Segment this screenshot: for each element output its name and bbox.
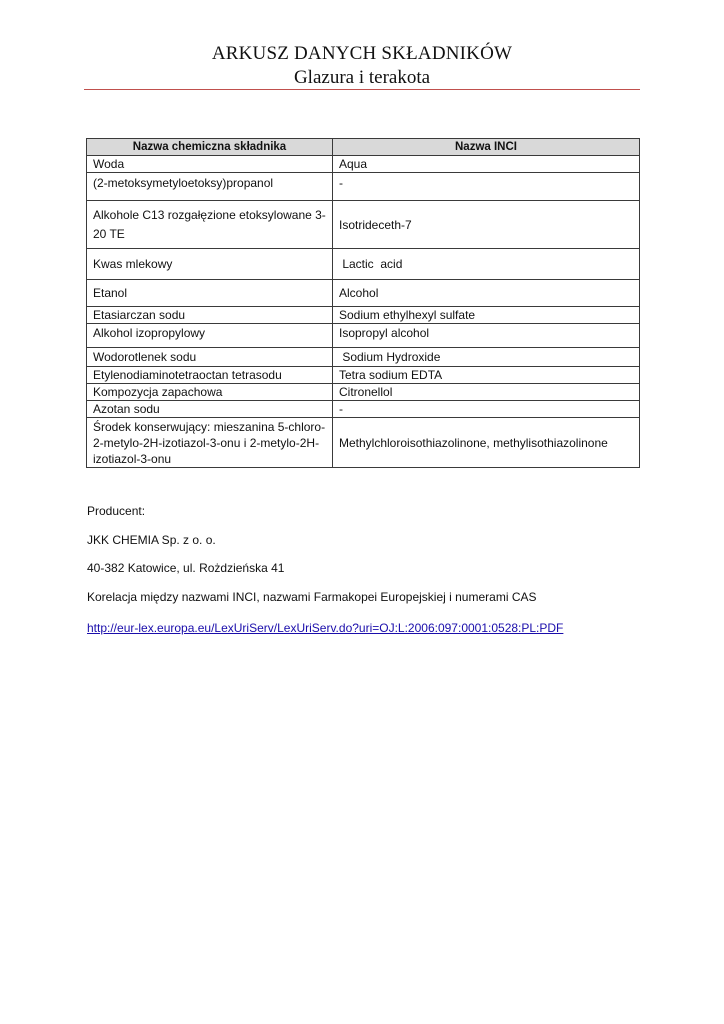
- table-header-row: [87, 139, 640, 156]
- table-row: [87, 401, 640, 418]
- table-row: [87, 418, 640, 468]
- inci-name-cell: Isotrideceth-7: [333, 201, 640, 249]
- correlation-note: Korelacja między nazwami INCI, nazwami Farmakopei Europejskiej i numerami CAS: [87, 590, 537, 604]
- eur-lex-link[interactable]: http://eur-lex.europa.eu/LexUriServ/LexUriServ.do?uri=OJ:L:2006:097:0001:0528:PL:PDF: [87, 621, 564, 635]
- header-divider: [84, 89, 640, 90]
- table-row: [87, 367, 640, 384]
- inci-name-cell: -: [333, 401, 640, 418]
- table-row: [87, 173, 640, 201]
- inci-name-cell: Aqua: [333, 156, 640, 173]
- inci-name-cell: Lactic acid: [333, 249, 640, 280]
- document-title: ARKUSZ DANYCH SKŁADNIKÓW: [211, 43, 513, 64]
- chemical-name-cell: Etanol: [87, 280, 333, 307]
- chemical-name-cell: Azotan sodu: [87, 401, 333, 418]
- company-name: JKK CHEMIA Sp. z o. o.: [87, 533, 216, 547]
- chemical-name-cell: Etasiarczan sodu: [87, 307, 333, 324]
- chemical-name-cell: Środek konserwujący: mieszanina 5-chloro-2-metylo-2H-izotiazol-3-onu i 2-metylo-2H-izotiazol-3-onu: [87, 418, 333, 468]
- chemical-name-cell: Kompozycja zapachowa: [87, 384, 333, 401]
- table-row: [87, 324, 640, 348]
- document-subtitle: Glazura i terakota: [293, 67, 431, 88]
- document-header: [84, 42, 640, 90]
- chemical-name-cell: Wodorotlenek sodu: [87, 348, 333, 367]
- table-row: [87, 201, 640, 249]
- chemical-name-cell: Alkohole C13 rozgałęzione etoksylowane 3-20 TE: [87, 201, 333, 249]
- chemical-name-cell: Alkohol izopropylowy: [87, 324, 333, 348]
- column-header-chemical-name: Nazwa chemiczna składnika: [87, 139, 333, 156]
- chemical-name-cell: Woda: [87, 156, 333, 173]
- table-row: [87, 280, 640, 307]
- inci-name-cell: Alcohol: [333, 280, 640, 307]
- company-address: 40-382 Katowice, ul. Rożdzieńska 41: [87, 561, 285, 575]
- chemical-name-cell: Kwas mlekowy: [87, 249, 333, 280]
- table-row: [87, 384, 640, 401]
- table-row: [87, 348, 640, 367]
- column-header-inci-name: Nazwa INCI: [333, 139, 640, 156]
- chemical-name-cell: Etylenodiaminotetraoctan tetrasodu: [87, 367, 333, 384]
- inci-name-cell: Citronellol: [333, 384, 640, 401]
- chemical-name-cell: (2-metoksymetyloetoksy)propanol: [87, 173, 333, 201]
- inci-name-cell: Sodium Hydroxide: [333, 348, 640, 367]
- inci-name-cell: Isopropyl alcohol: [333, 324, 640, 348]
- table-row: [87, 156, 640, 173]
- ingredients-table: [86, 138, 640, 468]
- producer-label: Producent:: [87, 504, 146, 518]
- inci-name-cell: Tetra sodium EDTA: [333, 367, 640, 384]
- inci-name-cell: Methylchloroisothiazolinone, methylisothiazolinone: [333, 418, 640, 468]
- inci-name-cell: -: [333, 173, 640, 201]
- table-row: [87, 249, 640, 280]
- inci-name-cell: Sodium ethylhexyl sulfate: [333, 307, 640, 324]
- table-row: [87, 307, 640, 324]
